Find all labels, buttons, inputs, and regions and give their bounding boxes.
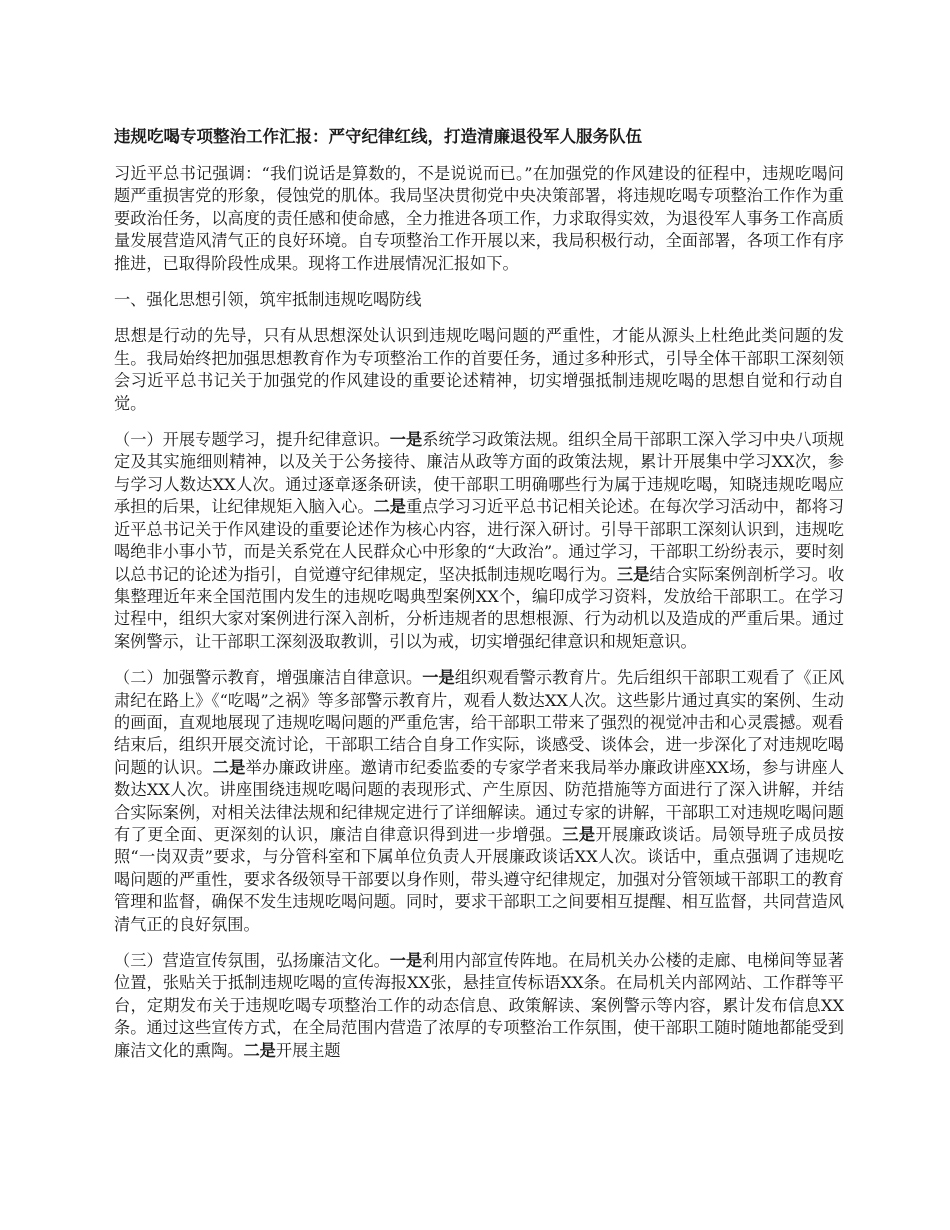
- point-two-text: 开展主题: [275, 1040, 341, 1060]
- point-two-text: 举办廉政讲座。邀请市纪委监委的专家学者来我局举办廉政讲座XX场，参与讲座人数达XX人次。讲座围绕违规吃喝问题的表现形式、产生原因、防范措施等方面进行了深入讲解，并结合实际案例，对相关法律法规和纪律规定进行了详细解读。通过专家的讲解，干部职工对违规吃喝问题有了更全面、更深刻的认识，廉洁自律意识得到进一步增强。: [114, 757, 845, 844]
- point-two-label: 二是: [243, 1040, 276, 1060]
- point-two-label: 二是: [212, 757, 246, 777]
- point-one-label: 一是: [389, 951, 423, 970]
- subsection-3-lead: （三）营造宣传氛围，弘扬廉洁文化。: [114, 951, 390, 970]
- point-two-text: 重点学习习近平总书记相关论述。在每次学习活动中，都将习近平总书记关于作风建设的重要论述作为核心内容，进行深入研讨。引导干部职工深刻认识到，违规吃喝绝非小事小节，而是关系党在人民群众心中形象的“大政治”。通过学习，干部职工纷纷表示，要时刻以总书记的论述为指引，自觉遵守纪律规定，坚决抵制违规吃喝行为。: [114, 497, 845, 584]
- point-three-text: 结合实际案例剖析学习。收集整理近年来全国范围内发生的违规吃喝典型案例XX个，编印成学习资料，发放给干部职工。在学习过程中，组织大家对案例进行深入剖析，分析违规者的思想根源、行为动机以及造成的严重后果。通过案例警示，让干部职工深刻汲取教训，引以为戒，切实增强纪律意识和规矩意识。: [114, 564, 845, 651]
- document-page: [114, 125, 844, 1076]
- point-one-label: 一是: [389, 430, 423, 450]
- subsection-1-paragraph: [114, 429, 844, 653]
- point-one-text: 利用内部宣传阵地。在局机关办公楼的走廊、电梯间等显著位置，张贴关于抵制违规吃喝的宣传海报XX张，悬挂宣传标语XX条。在局机关内部网站、工作群等平台，定期发布关于违规吃喝专项整治工作的动态信息、政策解读、案例警示等内容，累计发布信息XX条。通过这些宣传方式，在全局范围内营造了浓厚的专项整治工作氛围，使干部职工随时随地都能受到廉洁文化的熏陶。: [114, 951, 845, 1060]
- subsection-2-lead: （二）加强警示教育，增强廉洁自律意识。: [114, 668, 423, 688]
- point-two-label: 二是: [373, 497, 407, 517]
- subsection-1-lead: （一）开展专题学习，提升纪律意识。: [114, 430, 390, 450]
- document-title: 违规吃喝专项整治工作汇报：严守纪律红线，打造清廉退役军人服务队伍: [114, 127, 642, 146]
- point-one-label: 一是: [422, 668, 455, 688]
- point-three-label: 三是: [616, 564, 650, 584]
- point-three-label: 三是: [562, 824, 596, 844]
- point-one-text: 组织观看警示教育片。先后组织干部职工观看了《正风肃纪在路上》《“吃喝”之祸》等多部警示教育片，观看人数达XX人次。这些影片通过真实的案例、生动的画面，直观地展现了违规吃喝问题的严重危害，给干部职工带来了强烈的视觉冲击和心灵震撼。观看结束后，组织开展交流讨论，干部职工结合自身工作实际，谈感受、谈体会，进一步深化了对违规吃喝问题的认识。: [114, 668, 845, 777]
- section-heading-1: 一、强化思想引领，筑牢抵制违规吃喝防线: [114, 290, 422, 310]
- intro-paragraph: 习近平总书记强调：“我们说话是算数的，不是说说而已。”在加强党的作风建设的征程中，违规吃喝问题严重损害党的形象，侵蚀党的肌体。我局坚决贯彻党中央决策部署，将违规吃喝专项整治工作作为重要政治任务，以高度的责任感和使命感，全力推进各项工作，力求取得实效，为退役军人事务工作高质量发展营造风清气正的良好环境。自专项整治工作开展以来，我局积极行动，全面部署，各项工作有序推进，已取得阶段性成果。现将工作进展情况汇报如下。: [114, 164, 844, 273]
- point-three-text: 开展廉政谈话。局领导班子成员按照“一岗双责”要求，与分管科室和下属单位负责人开展廉政谈话XX人次。谈话中，重点强调了违规吃喝问题的严重性，要求各级领导干部要以身作则，带头遵守纪律规定，加强对分管领域干部职工的教育管理和监督，确保不发生违规吃喝问题。同时，要求干部职工之间要相互提醒、相互监督，共同营造风清气正的良好氛围。: [114, 824, 845, 934]
- point-one-text: 系统学习政策法规。组织全局干部职工深入学习中央八项规定及其实施细则精神，以及关于公务接待、廉洁从政等方面的政策法规，累计开展集中学习XX次，参与学习人数达XX人次。通过逐章逐条研读，使干部职工明确哪些行为属于违规吃喝，知晓违规吃喝应承担的后果，让纪律规矩入脑入心。: [114, 430, 845, 517]
- section-1-intro-paragraph: 思想是行动的先导，只有从思想深处认识到违规吃喝问题的严重性，才能从源头上杜绝此类问题的发生。我局始终把加强思想教育作为专项整治工作的首要任务，通过多种形式，引导全体干部职工深刻领会习近平总书记关于加强党的作风建设的重要论述精神，切实增强抵制违规吃喝的思想自觉和行动自觉。: [114, 326, 844, 413]
- subsection-2-paragraph: [114, 667, 844, 936]
- subsection-3-paragraph: [114, 950, 844, 1062]
